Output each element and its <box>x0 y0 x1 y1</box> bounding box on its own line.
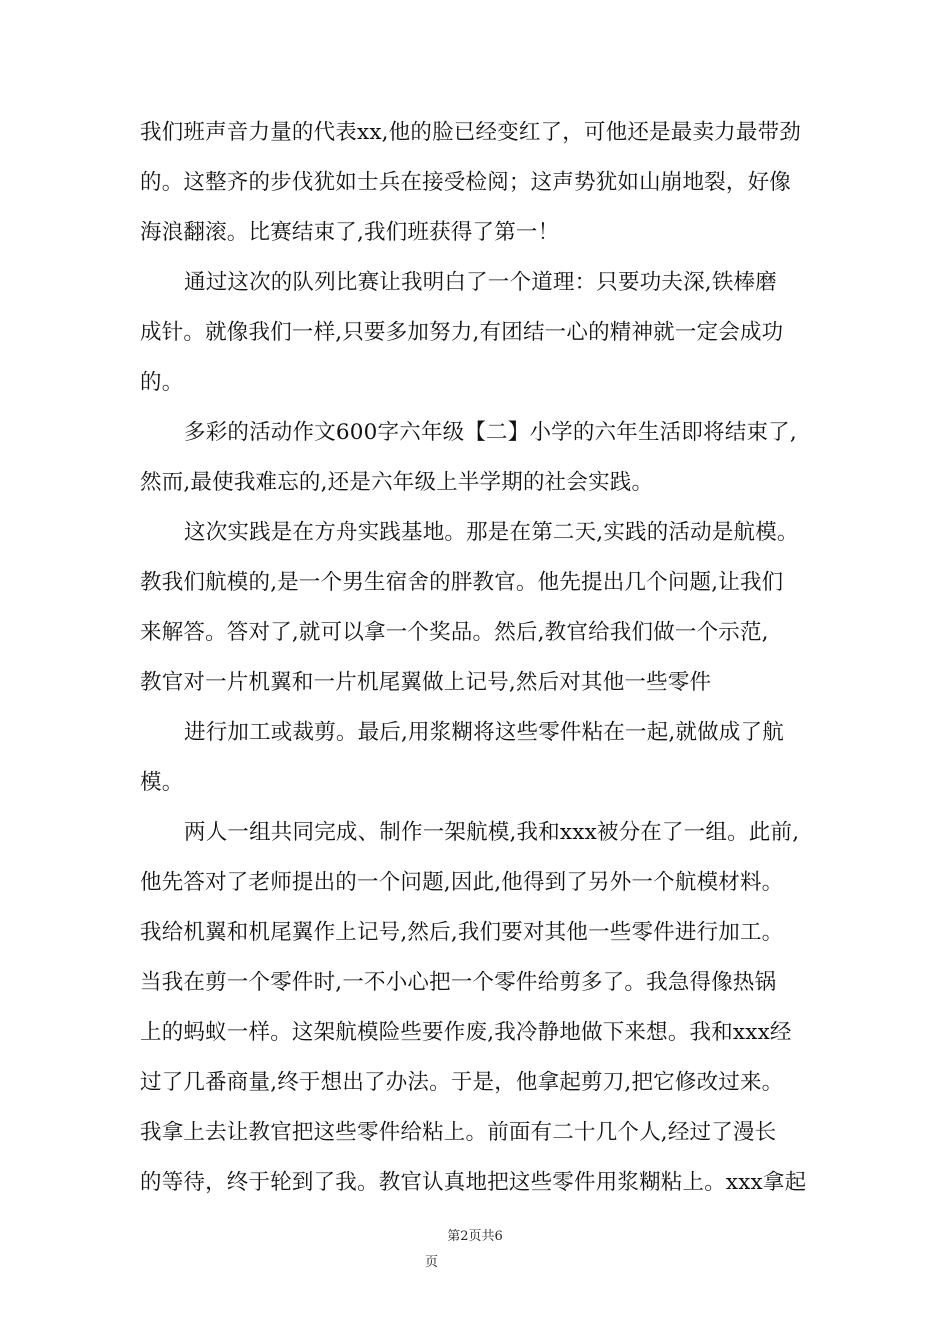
text-line: 海浪翻滚。比赛结束了,我们班获得了第一！ <box>140 220 560 245</box>
text-line: 我们班声音力量的代表xx,他的脸已经变红了，可他还是最卖力最带劲 <box>140 120 801 145</box>
text-line: 教官对一片机翼和一片机尾翼做上记号,然后对其他一些零件 <box>140 670 712 695</box>
paragraph-first-line: 多彩的活动作文600字六年级【二】小学的六年生活即将结束了, <box>184 420 797 445</box>
text-line: 的。这整齐的步伐犹如士兵在接受检阅；这声势犹如山崩地裂，好像 <box>140 170 792 195</box>
text-line: 来解答。答对了,就可以拿一个奖品。然后,教官给我们做一个示范, <box>140 620 769 645</box>
paragraph-first-line: 两人一组共同完成、制作一架航模,我和xxx被分在了一组。此前, <box>184 820 800 845</box>
paragraph-first-line: 进行加工或裁剪。最后,用浆糊将这些零件粘在一起,就做成了航 <box>184 720 784 745</box>
page-number: 第2页共6 <box>447 1229 503 1244</box>
paragraph-first-line: 通过这次的队列比赛让我明白了一个道理：只要功夫深,铁棒磨 <box>184 270 777 295</box>
text-line: 当我在剪一个零件时,一不小心把一个零件给剪多了。我急得像热锅 <box>140 970 777 995</box>
text-line: 我给机翼和机尾翼作上记号,然后,我们要对其他一些零件进行加工。 <box>140 920 784 945</box>
text-line: 我拿上去让教官把这些零件给粘上。前面有二十几个人,经过了漫长 <box>140 1120 777 1145</box>
text-line: 然而,最使我难忘的,还是六年级上半学期的社会实践。 <box>140 470 654 495</box>
text-line: 他先答对了老师提出的一个问题,因此,他得到了另外一个航模材料。 <box>140 870 784 895</box>
text-line: 教我们航模的,是一个男生宿舍的胖教官。他先提出几个问题,让我们 <box>140 570 784 595</box>
text-line: 的。 <box>140 370 184 395</box>
text-line: 成针。就像我们一样,只要多加努力,有团结一心的精神就一定会成功 <box>140 320 784 345</box>
text-line: 的等待，终于轮到了我。教官认真地把这些零件用浆糊粘上。xxx拿起 <box>140 1170 807 1195</box>
text-line: 上的蚂蚁一样。这架航模险些要作废,我冷静地做下来想。我和xxx经 <box>140 1020 792 1045</box>
page-number-suffix: 页 <box>425 1255 439 1270</box>
text-line: 模。 <box>140 770 184 795</box>
text-line: 过了几番商量,终于想出了办法。于是，他拿起剪刀,把它修改过来。 <box>140 1070 784 1095</box>
paragraph-first-line: 这次实践是在方舟实践基地。那是在第二天,实践的活动是航模。 <box>184 520 799 545</box>
